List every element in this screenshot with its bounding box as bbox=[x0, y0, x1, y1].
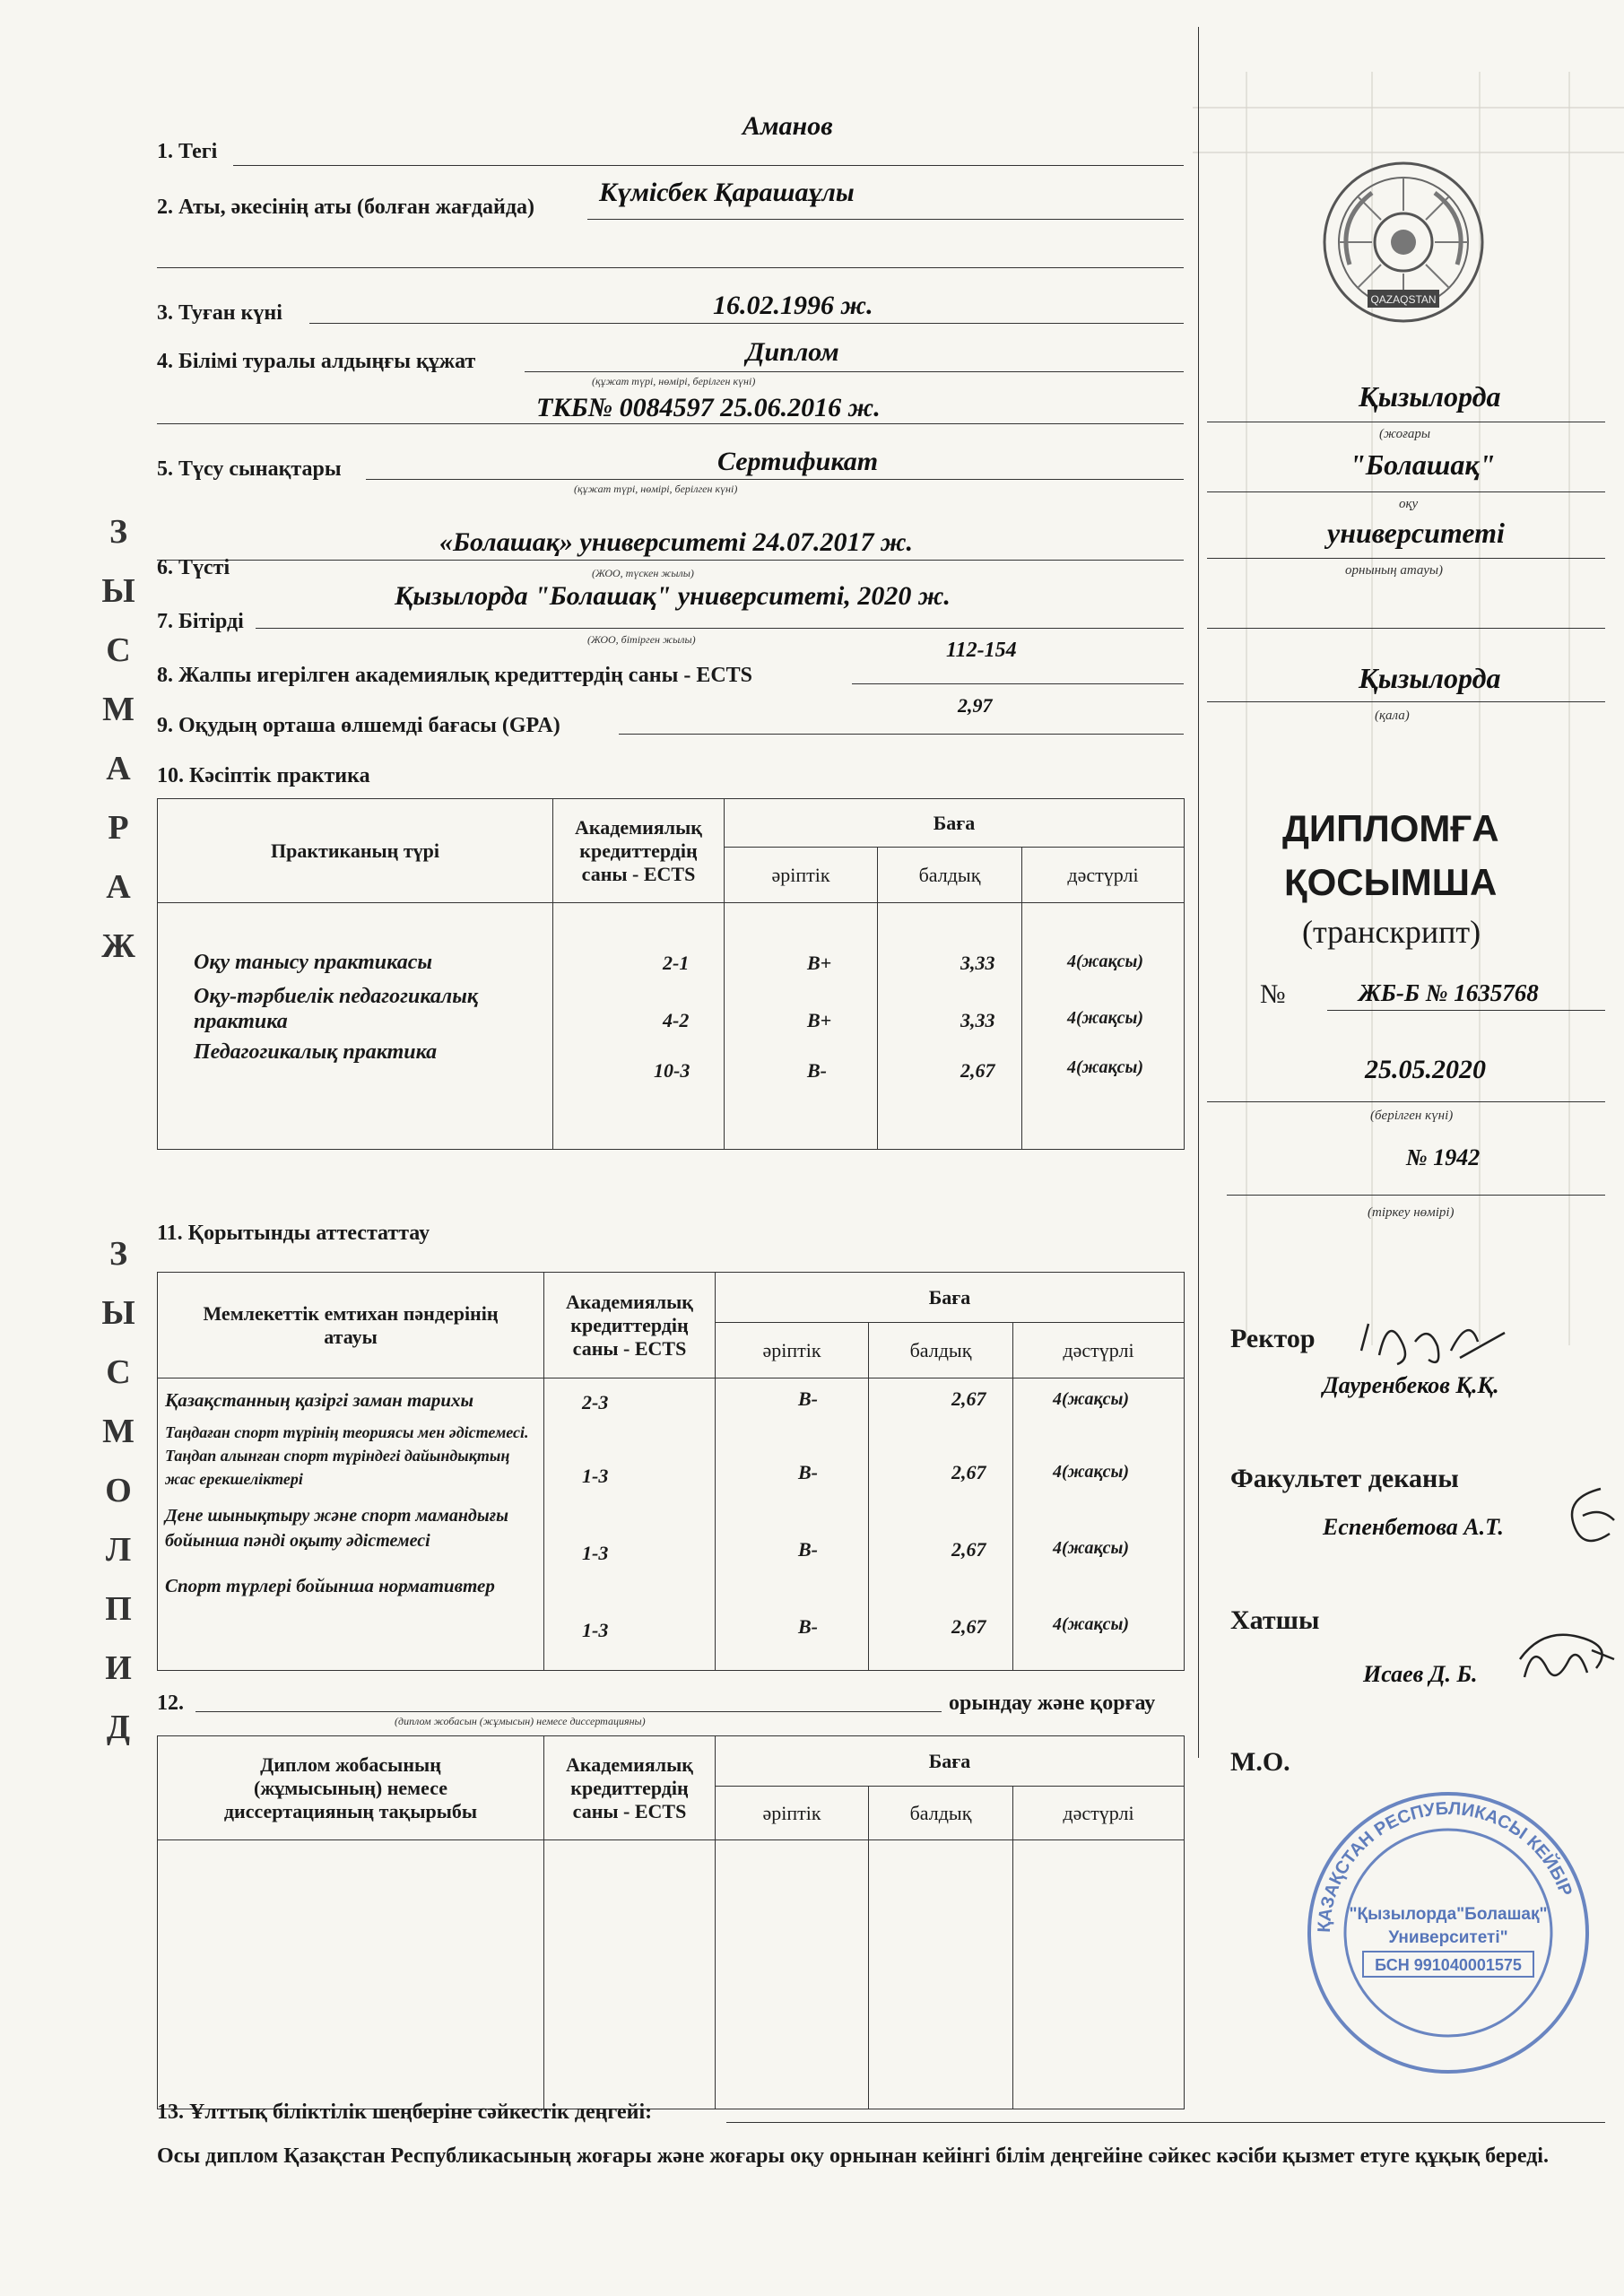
city-2-hint: (қала) bbox=[1375, 709, 1410, 723]
attestation-names-col bbox=[158, 1378, 544, 1671]
attestation-row-0-trad: 4(жақсы) bbox=[1053, 1389, 1129, 1409]
university-stamp-icon bbox=[1300, 1785, 1596, 2081]
uni-2: университеті bbox=[1327, 517, 1505, 549]
attestation-row-0-credits: 2-3 bbox=[582, 1391, 609, 1413]
practice-letter-col bbox=[725, 903, 878, 1150]
attestation-row-3-name: Спорт түрлері бойынша нормативтер bbox=[165, 1575, 495, 1596]
title-line-2: ҚОСЫМША bbox=[1284, 861, 1498, 903]
attestation-row-0-name: Қазақстанның қазіргі заман тарихы bbox=[165, 1389, 474, 1411]
gpa-value: 2,97 bbox=[958, 694, 993, 717]
attestation-row-3-trad: 4(жақсы) bbox=[1053, 1614, 1129, 1634]
surname-line bbox=[233, 165, 1184, 166]
dean-label: Факультет деканы bbox=[1230, 1464, 1459, 1493]
practice-head-grade: Баға bbox=[725, 799, 1185, 848]
date-hint: (берілген күні) bbox=[1370, 1109, 1454, 1123]
practice-row-0-points: 3,33 bbox=[960, 952, 995, 974]
attestation-row-3-points: 2,67 bbox=[951, 1615, 986, 1638]
prev-doc-line bbox=[525, 371, 1184, 372]
attestation-head-trad: дәстүрлі bbox=[1013, 1323, 1185, 1378]
practice-row-1-points: 3,33 bbox=[960, 1009, 995, 1031]
name-value: Күмісбек Қарашаұлы bbox=[599, 178, 855, 207]
practice-row-1-credits: 4-2 bbox=[663, 1009, 690, 1031]
name-line bbox=[587, 219, 1184, 220]
uni-2-line bbox=[1207, 558, 1605, 559]
attestation-row-2-credits: 1-3 bbox=[582, 1542, 609, 1564]
prev-doc-line-2 bbox=[157, 423, 1184, 424]
thesis-table bbox=[157, 1735, 1185, 2109]
attestation-head-grade: Баға bbox=[716, 1273, 1185, 1323]
attestation-credits-col bbox=[544, 1378, 716, 1671]
dean-signature-icon bbox=[1556, 1480, 1619, 1561]
practice-head-credits: Академиялық кредиттердің саны - ECTS bbox=[553, 799, 725, 903]
thesis-head-grade: Баға bbox=[716, 1736, 1185, 1787]
thesis-head-points: балдық bbox=[869, 1787, 1013, 1840]
admission-detail: «Болашақ» университеті 24.07.2017 ж. bbox=[439, 527, 914, 557]
attestation-row-0-points: 2,67 bbox=[951, 1387, 986, 1410]
practice-row-1-letter: B+ bbox=[807, 1009, 832, 1031]
nqf-line bbox=[726, 2122, 1605, 2123]
number-line bbox=[1327, 1010, 1605, 1011]
thesis-suffix: орындау және қорғау bbox=[949, 1692, 1156, 1715]
stamp-bin: БСН 991040001575 bbox=[1375, 1956, 1522, 1974]
city-1-hint: (жоғары bbox=[1379, 427, 1431, 441]
secretary-name: Исаев Д. Б. bbox=[1363, 1661, 1478, 1687]
admission-line bbox=[366, 479, 1184, 480]
graduated-line bbox=[256, 628, 1184, 629]
thesis-head-topic: Диплом жобасының (жұмысының) немесе диссертацияның тақырыбы bbox=[158, 1736, 544, 1840]
issue-date: 25.05.2020 bbox=[1365, 1055, 1486, 1084]
prev-doc-label: 4. Білімі туралы алдыңғы құжат bbox=[157, 350, 476, 373]
practice-row-0-trad: 4(жақсы) bbox=[1067, 952, 1143, 971]
graduated-label: 7. Бітірді bbox=[157, 610, 244, 633]
thesis-empty-trad bbox=[1013, 1840, 1185, 2109]
uni-1-hint: оқу bbox=[1399, 497, 1419, 511]
credits-label: 8. Жалпы игерілген академиялық кредиттердің саны - ECTS bbox=[157, 664, 753, 687]
attestation-row-1-name: Таңдаған спорт түрінің теориясы мен әдістемесі. Таңдап алынған спорт түріндегі дайындықтың жас ерекшеліктері bbox=[165, 1423, 529, 1488]
attestation-row-1-points: 2,67 bbox=[951, 1461, 986, 1483]
gpa-line bbox=[619, 734, 1184, 735]
attestation-row-3-letter: B- bbox=[798, 1615, 818, 1638]
stamp-line-1: "Қызылорда"Болашақ" bbox=[1349, 1905, 1548, 1924]
nqf-label: 13. Ұлттық біліктілік шеңберіне сәйкестік деңгейі: bbox=[157, 2100, 653, 2124]
admission-hint: (құжат түрі, нөмірі, берілген күні) bbox=[574, 483, 738, 495]
stamp-ring-text: ҚАЗАҚСТАН РЕСПУБЛИКАСЫ КЕЙБІР bbox=[1314, 1798, 1576, 1934]
thesis-hint: (диплом жобасын (жұмысын) немесе диссертацияны) bbox=[395, 1715, 646, 1727]
attestation-row-2-trad: 4(жақсы) bbox=[1053, 1538, 1129, 1558]
rector-name: Дауренбеков Қ.Қ. bbox=[1323, 1372, 1499, 1398]
attestation-table bbox=[157, 1272, 1185, 1671]
attestation-row-0-letter: B- bbox=[798, 1387, 818, 1410]
admission-line-2 bbox=[157, 560, 1184, 561]
vertical-word-jaramsyz: З Ы С М А Р А Ж bbox=[101, 513, 135, 965]
thesis-empty-points bbox=[869, 1840, 1013, 2109]
practice-row-0-credits: 2-1 bbox=[663, 952, 690, 974]
stamp-line-2: Университеті" bbox=[1388, 1928, 1508, 1947]
thesis-head-letter: әріптік bbox=[716, 1787, 869, 1840]
gpa-label: 9. Оқудың орташа өлшемді бағасы (GPA) bbox=[157, 714, 560, 737]
thesis-empty-credits bbox=[544, 1840, 716, 2109]
prev-doc-value: ТКБ№ 0084597 25.06.2016 ж. bbox=[536, 393, 881, 422]
vertical-word-diplomsyz: З Ы С М О Л П И Д bbox=[101, 1235, 135, 1746]
attestation-row-1-credits: 1-3 bbox=[582, 1465, 609, 1487]
fold-line bbox=[1198, 27, 1199, 1758]
uni-2-hint: орнының атауы) bbox=[1345, 563, 1444, 578]
practice-head-points: балдық bbox=[878, 848, 1022, 903]
prev-doc-hint: (құжат түрі, нөмірі, берілген күні) bbox=[592, 375, 756, 387]
state-emblem-icon bbox=[1318, 157, 1489, 327]
practice-head-type: Практиканың түрі bbox=[158, 799, 553, 903]
practice-title: 10. Кәсіптік практика bbox=[157, 764, 370, 787]
reg-line bbox=[1227, 1195, 1605, 1196]
attestation-row-2-name: Дене шынықтыру және спорт мамандығы бойынша пәнді оқыту әдістемесі bbox=[165, 1506, 508, 1551]
city-2-line bbox=[1207, 701, 1605, 702]
practice-table bbox=[157, 798, 1185, 1150]
reg-hint: (тіркеу нөмірі) bbox=[1368, 1205, 1455, 1220]
graduated-hint: (ЖОО, бітірген жылы) bbox=[587, 633, 696, 646]
surname-label: 1. Тегі bbox=[157, 140, 218, 163]
city-1: Қызылорда bbox=[1359, 380, 1501, 413]
credits-line bbox=[852, 683, 1184, 684]
practice-names-col bbox=[158, 903, 553, 1150]
birth-label: 3. Туған күні bbox=[157, 301, 282, 325]
attestation-head-credits: Академиялық кредиттердің саны - ECTS bbox=[544, 1273, 716, 1378]
attestation-title: 11. Қорытынды аттестаттау bbox=[157, 1222, 430, 1245]
name-line-2 bbox=[157, 267, 1184, 268]
practice-row-0-letter: B+ bbox=[807, 952, 832, 974]
practice-row-2-letter: B- bbox=[807, 1059, 827, 1082]
thesis-empty-letter bbox=[716, 1840, 869, 2109]
attestation-head-name: Мемлекеттік емтихан пәндерінің атауы bbox=[158, 1273, 544, 1378]
rights-text: Осы диплом Қазақстан Республикасының жоғары және жоғары оқу орнынан кейінгі білім деңгейіне сәйкес кәсіби қызмет етуге құқық береді. bbox=[157, 2144, 1549, 2168]
attestation-head-letter: әріптік bbox=[716, 1323, 869, 1378]
practice-row-1-trad: 4(жақсы) bbox=[1067, 1008, 1143, 1028]
city-2: Қызылорда bbox=[1359, 662, 1501, 694]
practice-row-2-name: Педагогикалық практика bbox=[194, 1040, 438, 1064]
practice-points-col bbox=[878, 903, 1022, 1150]
entered-label: 6. Түсті bbox=[157, 556, 230, 579]
practice-trad-col bbox=[1022, 903, 1185, 1150]
practice-row-1-name: Оқу-тәрбиелік педагогикалық практика bbox=[194, 985, 479, 1033]
admission-label: 5. Түсу сынақтары bbox=[157, 457, 342, 481]
admission-value: Сертификат bbox=[717, 447, 879, 476]
attestation-letter-col bbox=[716, 1378, 869, 1671]
number-sign: № bbox=[1260, 979, 1286, 1009]
emblem-band-text: QAZAQSTAN bbox=[1370, 293, 1437, 306]
uni-1: "Болашақ" bbox=[1350, 448, 1496, 481]
rector-label: Ректор bbox=[1230, 1324, 1316, 1353]
attestation-row-1-letter: B- bbox=[798, 1461, 818, 1483]
surname-value: Аманов bbox=[743, 111, 833, 141]
birth-line bbox=[309, 323, 1184, 324]
thesis-head-credits: Академиялық кредиттердің саны - ECTS bbox=[544, 1736, 716, 1840]
title-line-3: (транскрипт) bbox=[1302, 914, 1481, 950]
thesis-head-trad: дәстүрлі bbox=[1013, 1787, 1185, 1840]
registration-number: № 1942 bbox=[1406, 1144, 1481, 1170]
rector-signature-icon bbox=[1352, 1306, 1514, 1378]
credits-value: 112-154 bbox=[946, 639, 1017, 662]
practice-row-2-credits: 10-3 bbox=[654, 1059, 690, 1082]
uni-1-line bbox=[1207, 491, 1605, 492]
date-line bbox=[1207, 1101, 1605, 1102]
graduated-value: Қызылорда "Болашақ" университеті, 2020 ж. bbox=[395, 581, 951, 611]
attestation-row-2-points: 2,67 bbox=[951, 1538, 986, 1561]
attestation-row-1-trad: 4(жақсы) bbox=[1053, 1462, 1129, 1482]
title-line-1: ДИПЛОМҒА bbox=[1282, 807, 1499, 849]
birth-value: 16.02.1996 ж. bbox=[713, 291, 873, 320]
attestation-trad-col bbox=[1013, 1378, 1185, 1671]
entered-hint: (ЖОО, түскен жылы) bbox=[592, 567, 694, 579]
practice-credits-col bbox=[553, 903, 725, 1150]
practice-row-2-trad: 4(жақсы) bbox=[1067, 1057, 1143, 1077]
practice-row-2-points: 2,67 bbox=[960, 1059, 995, 1082]
attestation-head-points: балдық bbox=[869, 1323, 1013, 1378]
practice-head-trad: дәстүрлі bbox=[1022, 848, 1185, 903]
practice-head-letter: әріптік bbox=[725, 848, 878, 903]
thesis-empty-topic bbox=[158, 1840, 544, 2109]
thesis-line bbox=[195, 1711, 942, 1712]
attestation-points-col bbox=[869, 1378, 1013, 1671]
blank-line bbox=[1207, 628, 1605, 629]
attestation-row-2-letter: B- bbox=[798, 1538, 818, 1561]
secretary-signature-icon bbox=[1507, 1623, 1619, 1704]
attestation-row-3-credits: 1-3 bbox=[582, 1619, 609, 1641]
prev-doc-type: Диплом bbox=[746, 337, 839, 367]
thesis-number: 12. bbox=[157, 1692, 184, 1715]
name-label: 2. Аты, әкесінің аты (болған жағдайда) bbox=[157, 196, 534, 219]
seal-label: М.О. bbox=[1230, 1747, 1290, 1777]
document-number: ЖБ-Б № 1635768 bbox=[1359, 979, 1539, 1006]
dean-name: Еспенбетова А.Т. bbox=[1323, 1514, 1504, 1540]
practice-row-0-name: Оқу танысу практикасы bbox=[194, 951, 433, 974]
secretary-label: Хатшы bbox=[1230, 1605, 1320, 1635]
